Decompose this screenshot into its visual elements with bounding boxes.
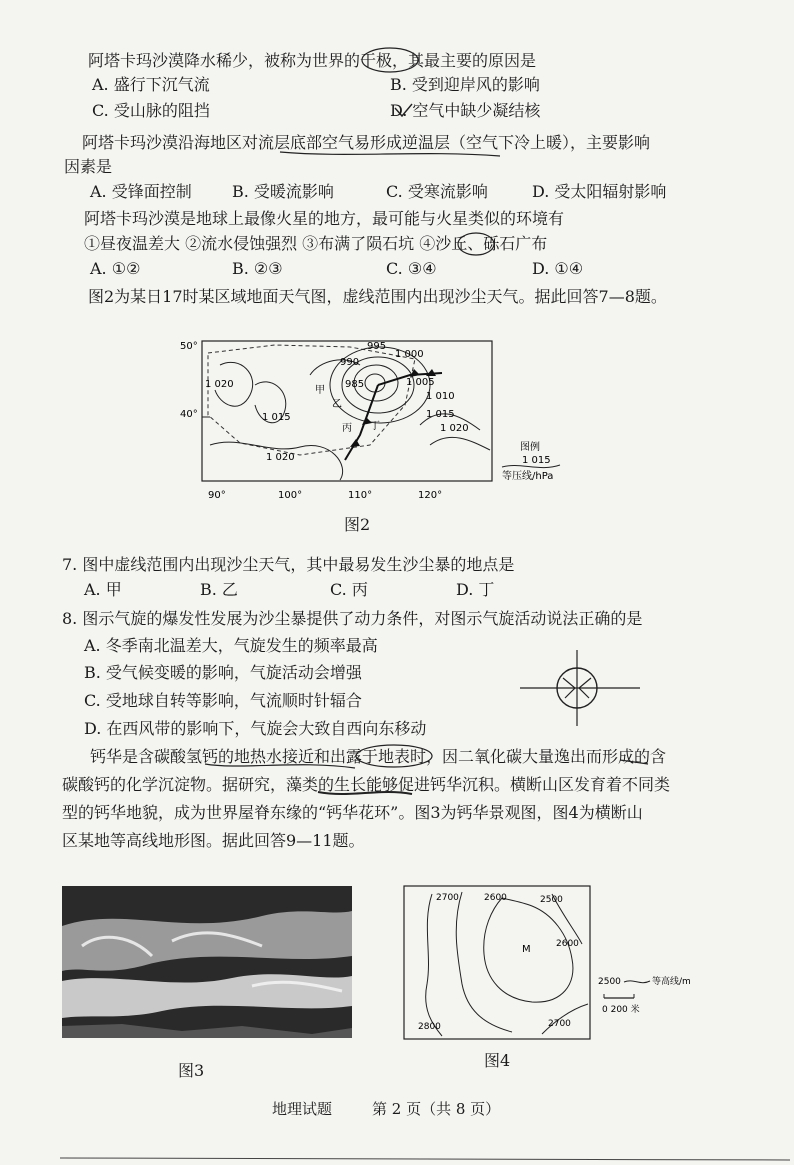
isobar-label: 995	[367, 341, 387, 352]
q7-option-c: C. 丙	[330, 580, 368, 599]
handwritten-cyclone-sketch	[515, 648, 645, 728]
q5-stem: 阿塔卡玛沙漠沿海地区对流层底部空气易形成逆温层（空气下冷上暖），主要影响	[82, 133, 651, 152]
q8-option-b: B. 受气候变暖的影响，气旋活动会增强	[84, 663, 362, 682]
figure-4-contour-map	[402, 884, 692, 1044]
q5-option-a: A. 受锋面控制	[90, 182, 192, 201]
q7-option-d: D. 丁	[456, 580, 495, 599]
lon-label: 90°	[208, 490, 226, 501]
isobar-label: 1 010	[426, 391, 455, 402]
q4-option-d: D. 空气中缺少凝结核	[390, 101, 541, 120]
isobar-label: 1 015	[426, 409, 455, 420]
q7-option-b: B. 乙	[200, 580, 238, 599]
intro-9-11-line-3: 型的钙华地貌，成为世界屋脊东缘的“钙华花环”。图3为钙华景观图，图4为横断山	[62, 803, 643, 822]
figure-2-weather-map	[180, 335, 600, 510]
q8-option-d: D. 在西风带的影响下，气旋会大致自西向东移动	[84, 719, 427, 738]
contour-legend-label: 等高线/m	[652, 977, 691, 987]
figure-3-travertine-photo	[62, 886, 352, 1038]
q5-option-c: C. 受寒流影响	[386, 182, 488, 201]
q8-stem: 8. 图示气旋的爆发性发展为沙尘暴提供了动力条件，对图示气旋活动说法正确的是	[62, 609, 643, 628]
place-label: 丙	[342, 423, 352, 434]
lon-label: 120°	[418, 490, 443, 501]
q4-option-c: C. 受山脉的阻挡	[92, 101, 210, 120]
lon-label: 100°	[278, 490, 303, 501]
isobar-label: 1 005	[406, 377, 435, 388]
intro-7-8: 图2为某日17时某区域地面天气图，虚线范围内出现沙尘天气。据此回答7—8题。	[88, 287, 667, 306]
q5-option-b: B. 受暖流影响	[232, 182, 334, 201]
q7-stem: 7. 图中虚线范围内出现沙尘天气，其中最易发生沙尘暴的地点是	[62, 555, 515, 574]
footer-subject: 地理试题	[272, 1100, 333, 1118]
contour-legend-value: 2500	[598, 977, 621, 987]
isobar-label: 1 000	[395, 349, 424, 360]
intro-9-11-line-1: 钙华是含碳酸氢钙的地热水接近和出露于地表时，因二氧化碳大量逸出而形成的含	[90, 747, 667, 766]
figure-2-caption: 图2	[344, 515, 371, 534]
q4-option-a: A. 盛行下沉气流	[92, 75, 210, 94]
contour-label: 2700	[548, 1019, 571, 1029]
q6-option-c: C. ③④	[386, 259, 437, 278]
isobar-label: 1 020	[266, 452, 295, 463]
q8-option-c: C. 受地球自转等影响，气流顺时针辐合	[84, 691, 362, 710]
q5-option-d: D. 受太阳辐射影响	[532, 182, 667, 201]
lon-label: 110°	[348, 490, 373, 501]
contour-label: 2600	[556, 939, 579, 949]
isobar-label: 990	[340, 357, 360, 368]
figure-3-caption: 图3	[178, 1061, 205, 1080]
isobar-label: 1 020	[440, 423, 469, 434]
contour-label: 2700	[436, 893, 459, 903]
isobar-label: 1 015	[262, 412, 291, 423]
place-label: 丁	[370, 421, 380, 432]
scale-bar-label: 0 200 米	[602, 1005, 640, 1015]
isobar-label: 1 020	[205, 379, 234, 390]
contour-label: 2600	[484, 893, 507, 903]
lat-label: 50°	[180, 341, 198, 352]
q4-stem: 阿塔卡玛沙漠降水稀少，被称为世界的干极，其最主要的原因是	[88, 51, 537, 70]
intro-9-11-line-4: 区某地等高线地形图。据此回答9—11题。	[62, 831, 365, 850]
place-label: 乙	[332, 399, 342, 410]
q6-stem: 阿塔卡玛沙漠是地球上最像火星的地方，最可能与火星类似的环境有	[84, 209, 565, 228]
footer-page-number: 第 2 页（共 8 页）	[372, 1100, 501, 1118]
figure-4-caption: 图4	[484, 1051, 511, 1070]
q7-option-a: A. 甲	[84, 580, 122, 599]
q6-option-d: D. ①④	[532, 259, 584, 278]
peak-label: M	[522, 944, 531, 955]
intro-9-11-line-2: 碳酸钙的化学沉淀物。据研究，藻类的生长能够促进钙华沉积。横断山区发育着不同类	[62, 775, 671, 794]
q4-option-b: B. 受到迎岸风的影响	[390, 75, 540, 94]
contour-label: 2800	[418, 1022, 441, 1032]
lat-label: 40°	[180, 409, 198, 420]
q8-option-a: A. 冬季南北温差大，气旋发生的频率最高	[84, 636, 378, 655]
q6-items: ①昼夜温差大 ②流水侵蚀强烈 ③布满了陨石坑 ④沙丘、砾石广布	[84, 234, 548, 253]
legend-title: 图例	[520, 442, 540, 453]
contour-label: 2500	[540, 895, 563, 905]
q6-option-a: A. ①②	[90, 259, 141, 278]
legend-label: 等压线/hPa	[502, 471, 554, 482]
place-label: 甲	[315, 385, 325, 396]
legend-value: 1 015	[522, 455, 551, 466]
q6-option-b: B. ②③	[232, 259, 283, 278]
isobar-label: 985	[345, 379, 365, 390]
q5-stem-2: 因素是	[64, 157, 113, 176]
